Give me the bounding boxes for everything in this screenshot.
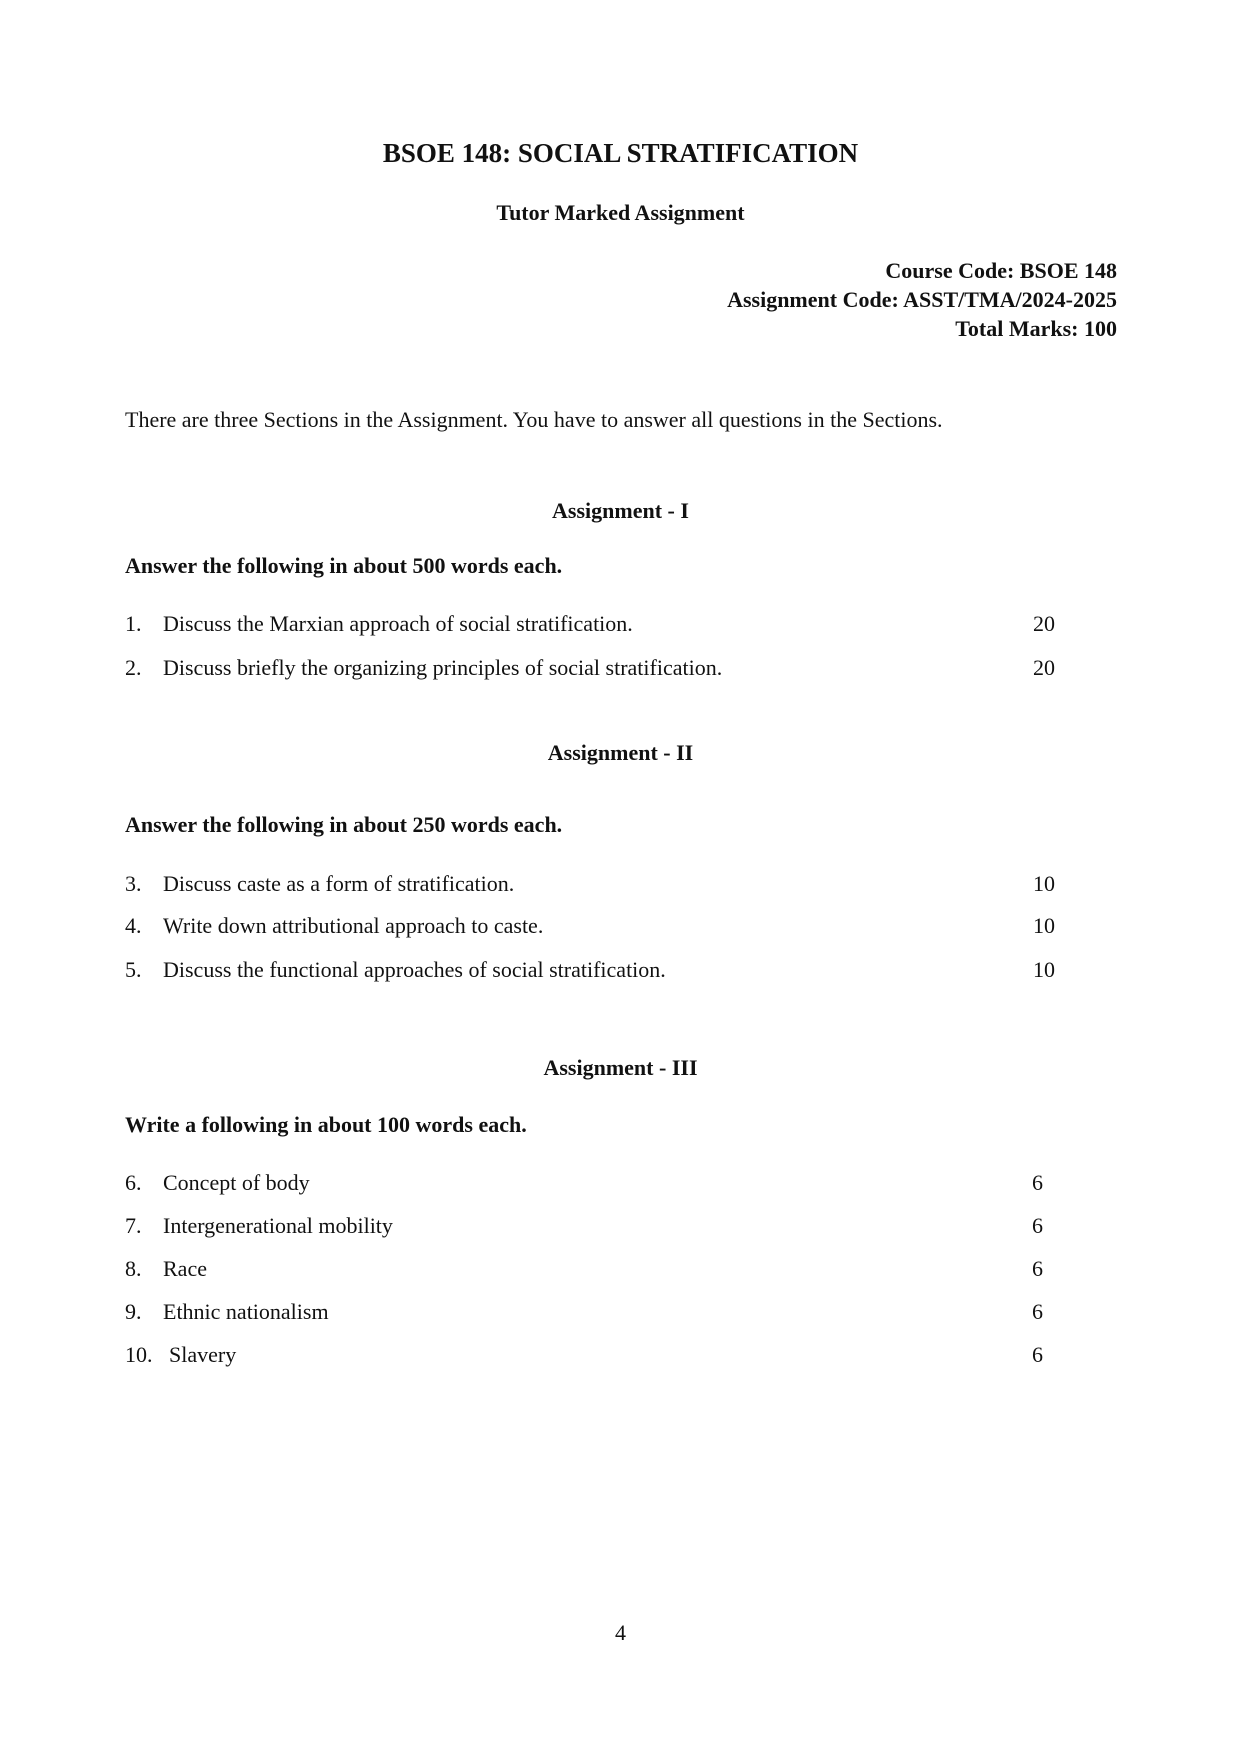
- question-marks: 6: [1032, 1342, 1043, 1367]
- total-marks: Total Marks: 100: [955, 316, 1117, 341]
- question-row: [125, 871, 1055, 897]
- question-number: 4.: [125, 913, 142, 938]
- question-number: 7.: [125, 1213, 142, 1238]
- question-text: Slavery: [169, 1342, 237, 1367]
- question-text: Discuss caste as a form of stratification.: [163, 871, 515, 896]
- question-text: Discuss the functional approaches of social stratification.: [163, 957, 666, 982]
- question-marks: 6: [1032, 1213, 1043, 1238]
- question-number: 10.: [125, 1342, 153, 1367]
- section-heading-1: Assignment - I: [552, 498, 689, 523]
- question-text: Concept of body: [163, 1170, 310, 1195]
- question-marks: 6: [1032, 1170, 1043, 1195]
- page-subtitle: Tutor Marked Assignment: [496, 200, 745, 225]
- question-number: 9.: [125, 1299, 142, 1324]
- intro-text: There are three Sections in the Assignment. You have to answer all questions in the Sections.: [125, 407, 943, 432]
- section-instruction-3: Write a following in about 100 words each.: [125, 1112, 527, 1137]
- section-instruction-2: Answer the following in about 250 words each.: [125, 812, 563, 837]
- question-marks: 10: [1033, 871, 1055, 896]
- question-number: 8.: [125, 1256, 142, 1281]
- question-text: Write down attributional approach to caste.: [163, 913, 544, 938]
- question-marks: 20: [1033, 611, 1055, 636]
- section-instruction-1: Answer the following in about 500 words each.: [125, 553, 563, 578]
- question-row: [125, 1299, 1055, 1325]
- question-row: [125, 611, 1055, 637]
- question-row: [125, 655, 1055, 681]
- page-number: 4: [615, 1620, 626, 1645]
- question-row: [125, 1256, 1055, 1282]
- question-row: [125, 1213, 1055, 1239]
- question-marks: 20: [1033, 655, 1055, 680]
- question-number: 1.: [125, 611, 142, 636]
- section-heading-2: Assignment - II: [547, 740, 694, 765]
- question-marks: 10: [1033, 913, 1055, 938]
- question-number: 2.: [125, 655, 142, 680]
- question-marks: 6: [1032, 1256, 1043, 1281]
- question-number: 5.: [125, 957, 142, 982]
- question-text: Discuss the Marxian approach of social stratification.: [163, 611, 633, 636]
- question-marks: 6: [1032, 1299, 1043, 1324]
- page-title: BSOE 148: SOCIAL STRATIFICATION: [382, 138, 859, 168]
- question-text: Intergenerational mobility: [163, 1213, 393, 1238]
- question-row: [125, 1342, 1055, 1368]
- section-heading-3: Assignment - III: [543, 1055, 698, 1080]
- question-marks: 10: [1033, 957, 1055, 982]
- question-row: [125, 1170, 1055, 1196]
- question-number: 3.: [125, 871, 142, 896]
- assignment-code: Assignment Code: ASST/TMA/2024-2025: [727, 287, 1117, 312]
- question-text: Race: [163, 1256, 207, 1281]
- course-code: Course Code: BSOE 148: [885, 258, 1117, 283]
- question-number: 6.: [125, 1170, 142, 1195]
- question-text: Ethnic nationalism: [163, 1299, 329, 1324]
- question-row: [125, 913, 1055, 939]
- question-row: [125, 957, 1055, 983]
- question-text: Discuss briefly the organizing principles of social stratification.: [163, 655, 723, 680]
